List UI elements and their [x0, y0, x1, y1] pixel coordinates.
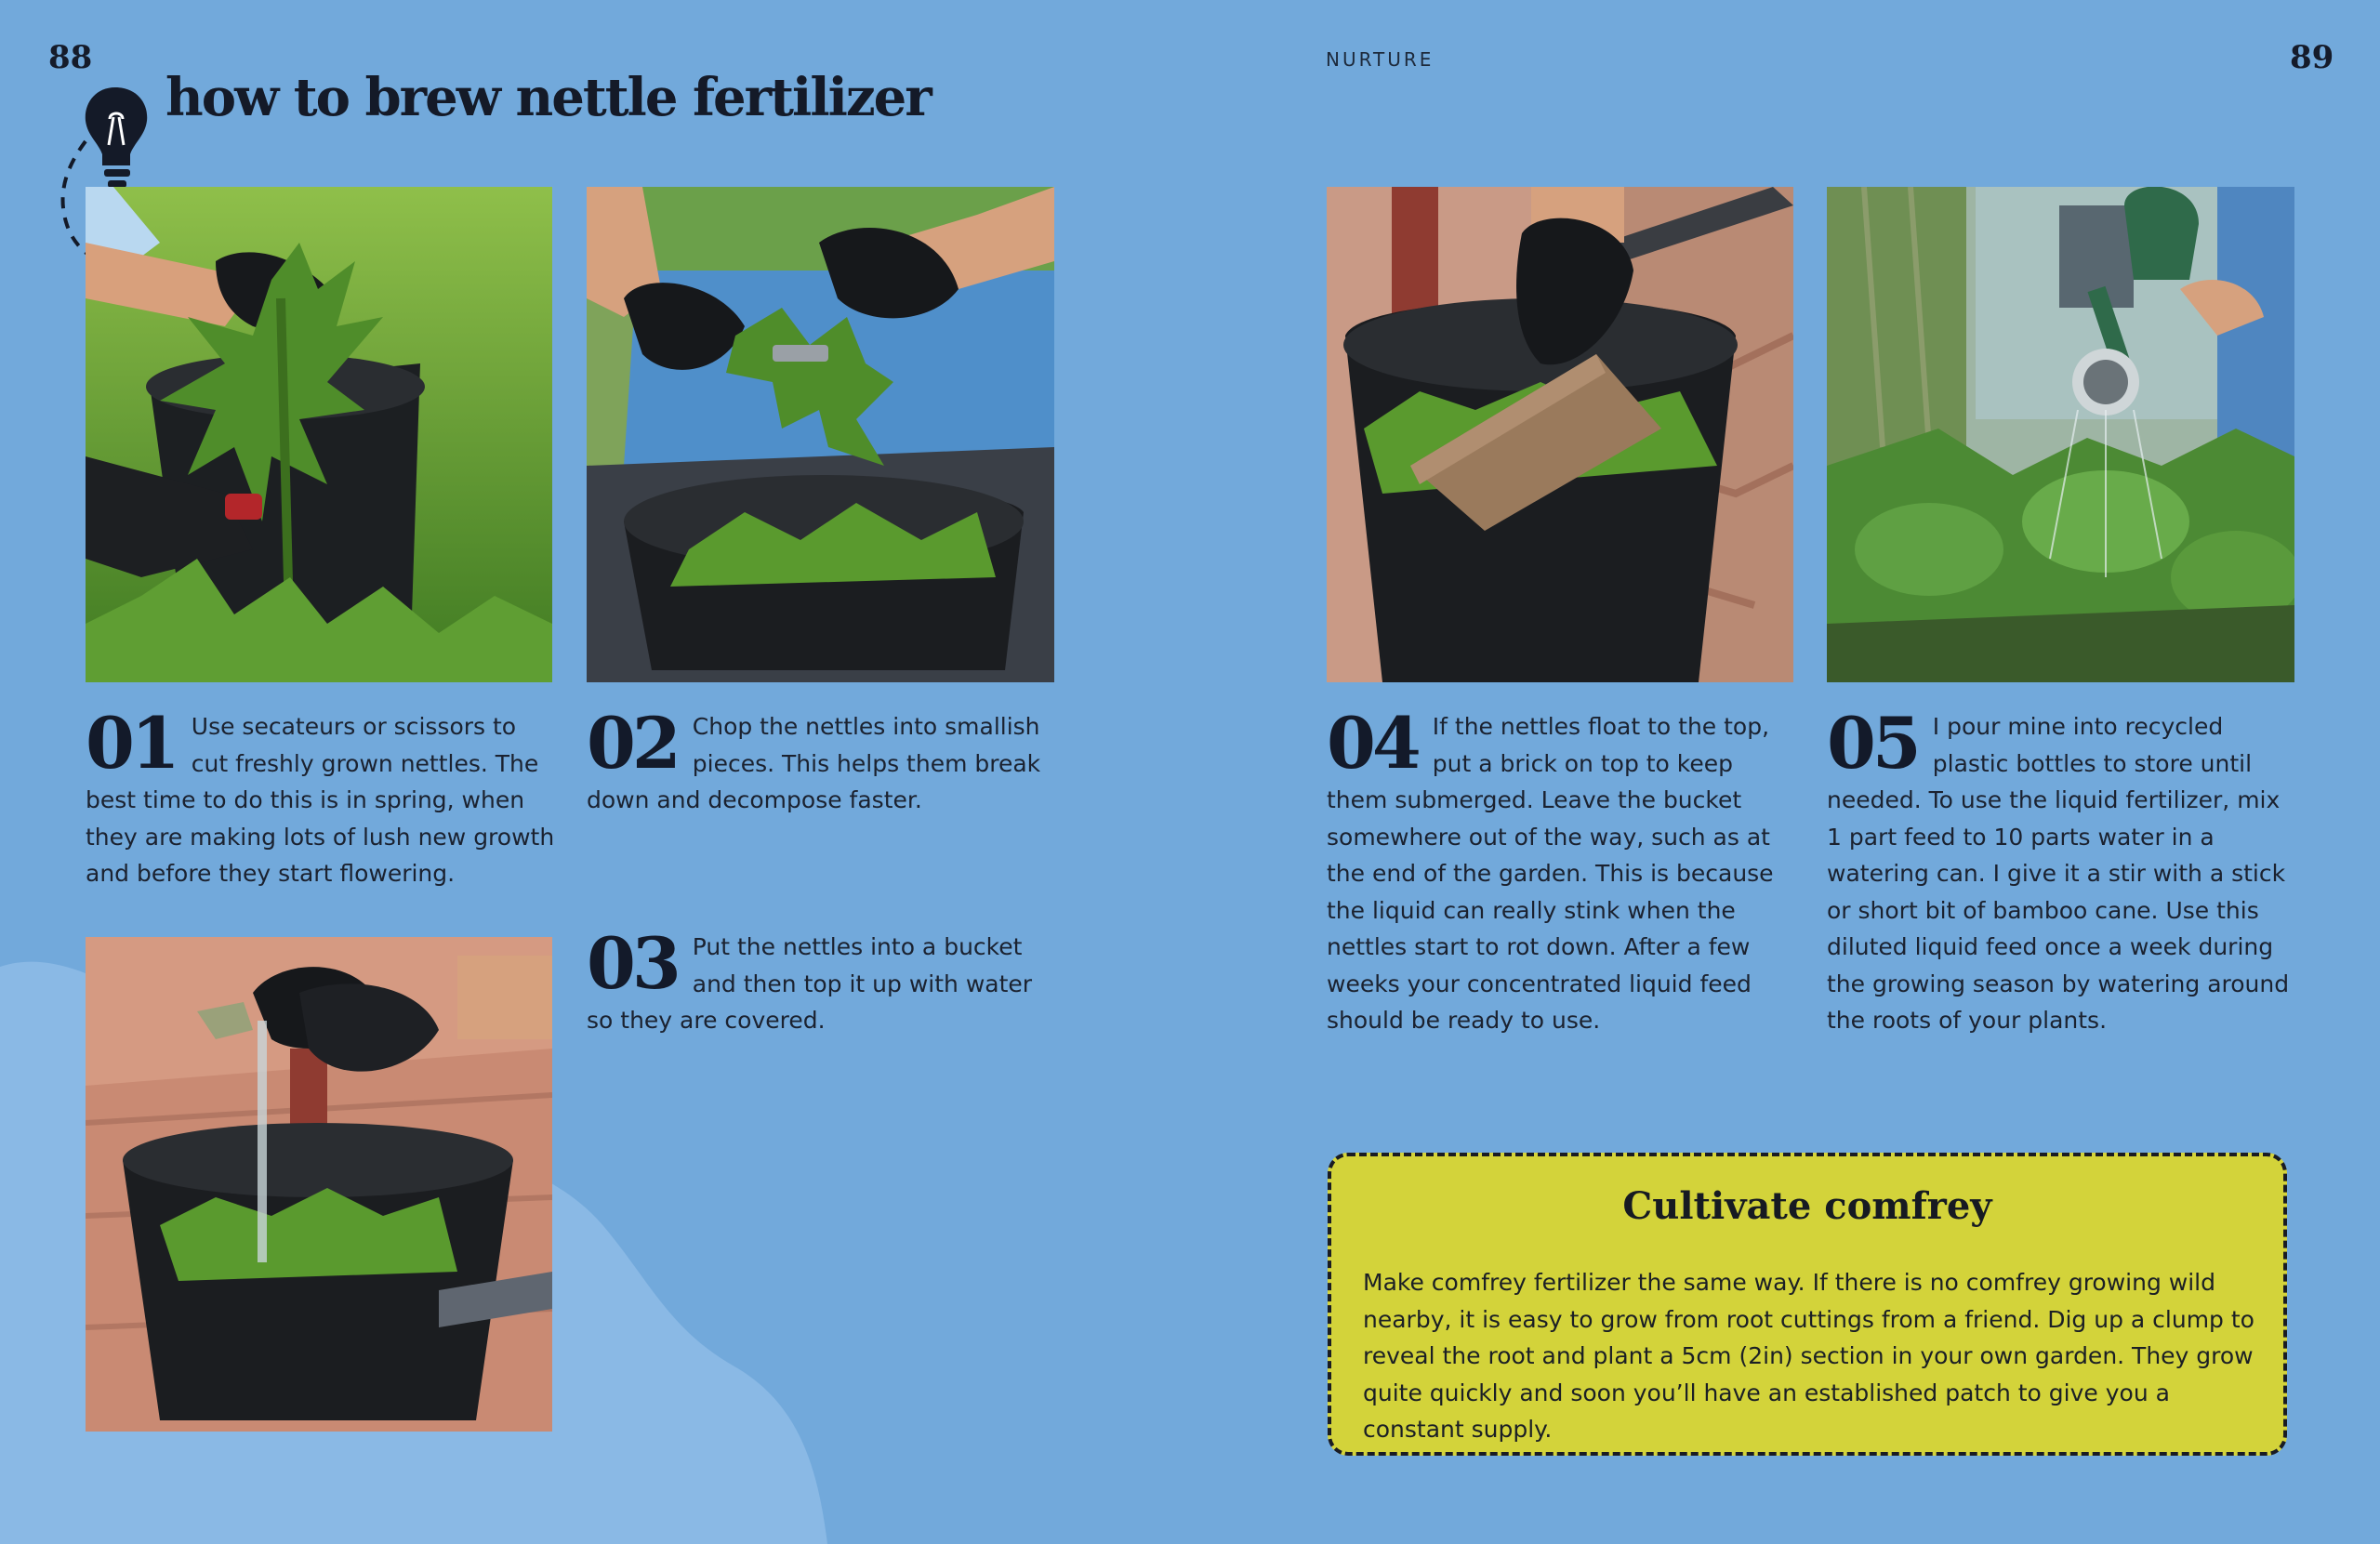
page-number-left: 88: [48, 39, 93, 76]
step-text: I pour mine into recycled plastic bottles to store until needed. To use the liquid fertilizer, mix 1 part feed to 10 parts water in a watering can. I give it a stir with a stick or short bit of bamboo cane. Use this diluted liquid feed once a week during the growing season by watering around the roots of your plants.: [1827, 713, 2290, 1034]
page-title: how to brew nettle fertilizer: [165, 67, 931, 128]
step-01: [86, 702, 556, 892]
photo-step-04: [1327, 187, 1793, 682]
tip-box: [1328, 1153, 2287, 1456]
photo-step-01: [86, 187, 552, 682]
photo-step-05: [1827, 187, 2294, 682]
step-number: 02: [587, 702, 678, 785]
step-text: Use secateurs or scissors to cut freshly grown nettles. The best time to do this is in spring, when they are making lots of lush new growth and before they start flowering.: [86, 713, 555, 887]
step-number: 05: [1827, 702, 1918, 785]
step-04: [1327, 702, 1797, 1039]
step-number: 04: [1327, 702, 1418, 785]
step-number: 03: [587, 922, 678, 1005]
photo-step-02: [587, 187, 1054, 682]
running-head: NURTURE: [1326, 48, 1435, 71]
page-number-right: 89: [2290, 39, 2334, 76]
tip-body: Make comfrey fertilizer the same way. If there is no comfrey growing wild nearby, it is easy to grow from root cuttings from a friend. Dig up a clump to reveal the root and plant a 5cm (2in) section in your own garden. They grow quite quickly and soon you’ll have an established patch to give you a constant supply.: [1363, 1269, 2254, 1443]
step-05: [1827, 702, 2301, 1039]
step-text: If the nettles float to the top, put a brick on top to keep them submerged. Leave the bucket somewhere out of the way, such as at the end of the garden. This is because the liquid can really stink when the nettles start to rot down. After a few weeks your concentrated liquid feed should be ready to use.: [1327, 713, 1774, 1034]
step-text: Put the nettles into a bucket and then top it up with water so they are covered.: [587, 933, 1033, 1034]
step-03: [587, 922, 1033, 1039]
step-number: 01: [86, 702, 177, 785]
photo-step-03: [86, 937, 552, 1432]
step-02: [587, 702, 1057, 819]
tip-title: Cultivate comfrey: [1622, 1184, 1992, 1228]
step-text: Chop the nettles into smallish pieces. This helps them break down and decompose faster.: [587, 713, 1041, 813]
